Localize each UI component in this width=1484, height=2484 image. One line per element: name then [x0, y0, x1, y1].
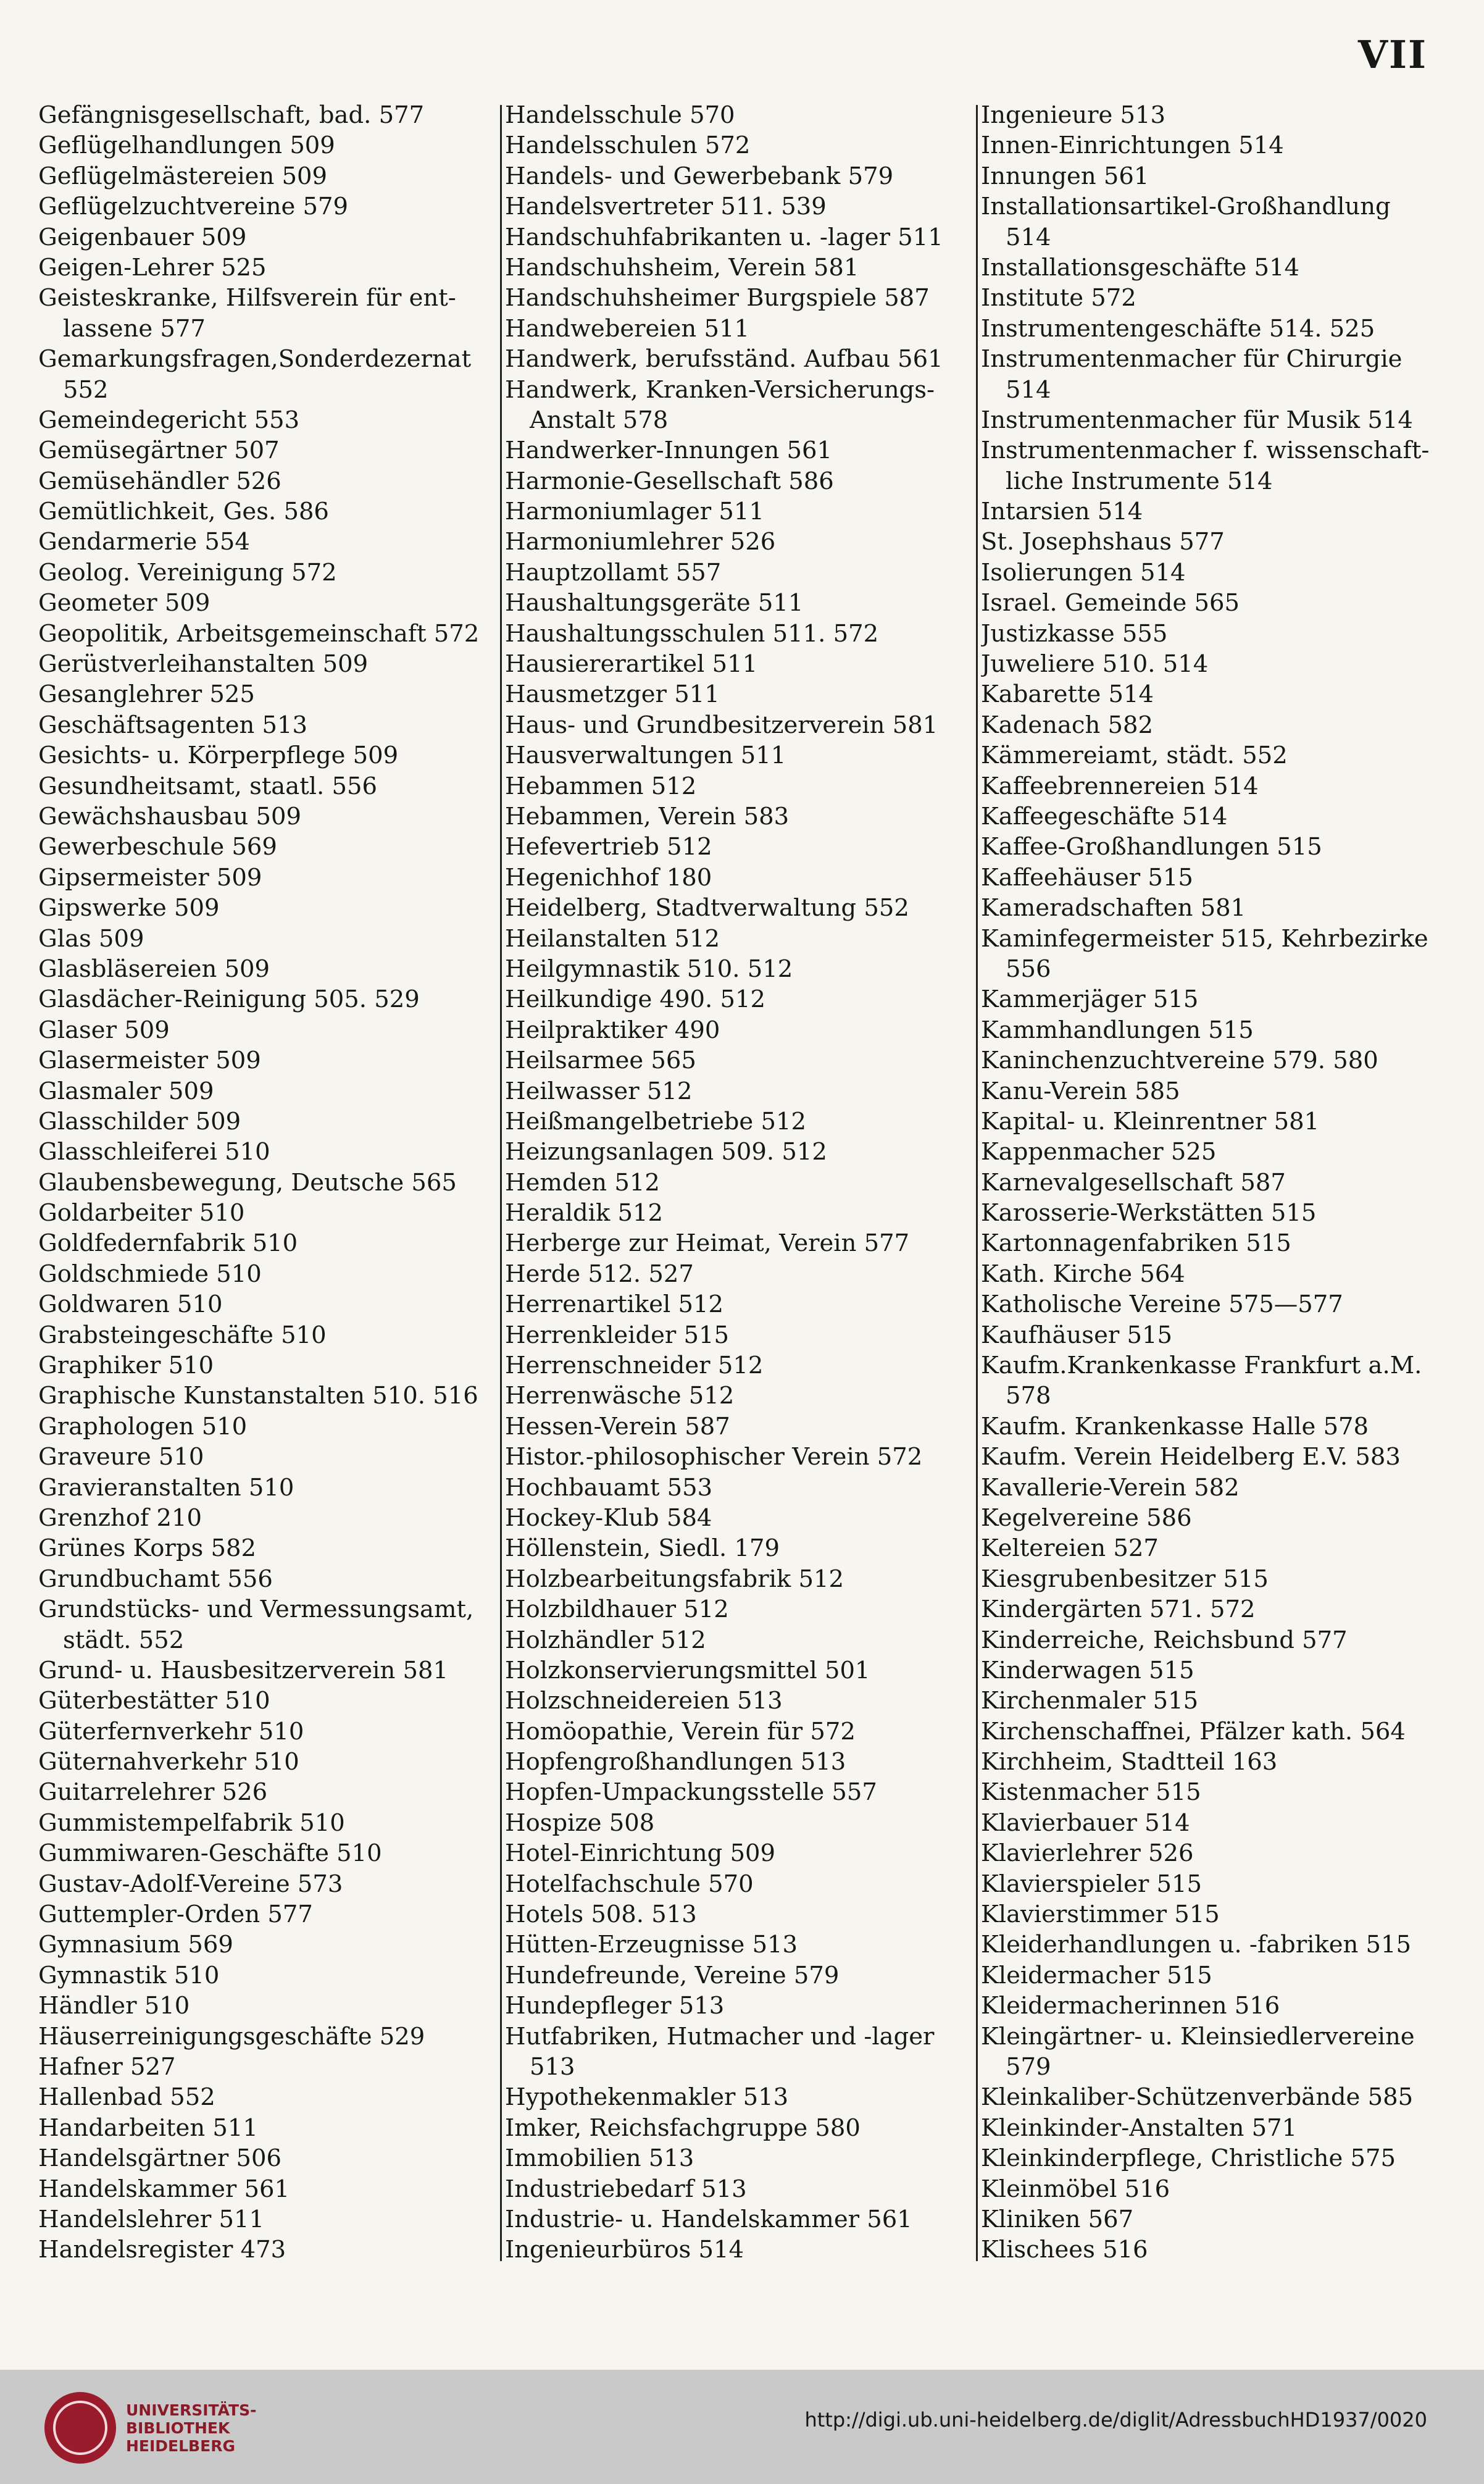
index-entry: Kaffeebrennereien 514	[981, 772, 1259, 800]
index-entry: Geschäftsagenten 513	[38, 711, 308, 739]
index-entry: Gendarmerie 554	[38, 528, 250, 556]
index-entry: Heilkundige 490. 512	[505, 985, 765, 1014]
index-entry: Innen-Einrichtungen 514	[981, 132, 1284, 160]
index-entry: Industriebedarf 513	[505, 2175, 747, 2203]
index-entry: Klavierstimmer 515	[981, 1901, 1220, 1929]
index-entry: 513	[530, 2053, 575, 2081]
index-entry: Gesanglehrer 525	[38, 680, 255, 709]
index-entry: Instrumentengeschäfte 514. 525	[981, 314, 1375, 343]
index-entry: Guttempler-Orden 577	[38, 1901, 313, 1929]
index-entry: Handelsschulen 572	[505, 132, 751, 160]
index-entry: Geflügelzuchtvereine 579	[38, 193, 349, 221]
index-entry: Herde 512. 527	[505, 1260, 694, 1288]
index-entry: Hotel-Einrichtung 509	[505, 1839, 776, 1868]
index-entry: Glasschilder 509	[38, 1107, 241, 1135]
index-entry: Handelsgärtner 506	[38, 2144, 282, 2173]
index-entry: Kleidermacherinnen 516	[981, 1992, 1280, 2020]
index-entry: Handels- und Gewerbebank 579	[505, 162, 894, 190]
index-entry: Graveure 510	[38, 1443, 204, 1471]
index-entry: Hessen-Verein 587	[505, 1412, 730, 1441]
index-entry: Hebammen, Verein 583	[505, 802, 790, 830]
index-entry: Güternahverkehr 510	[38, 1748, 299, 1776]
index-entry: Herberge zur Heimat, Verein 577	[505, 1229, 910, 1258]
index-entry: Kleingärtner- u. Kleinsiedlervereine	[981, 2022, 1415, 2051]
library-name-line: HEIDELBERG	[126, 2436, 235, 2455]
index-entry: Holzkonservierungsmittel 501	[505, 1656, 870, 1684]
index-entry: Grundbuchamt 556	[38, 1565, 273, 1593]
index-entry: liche Instrumente 514	[1006, 467, 1273, 495]
index-entry: Harmoniumlehrer 526	[505, 528, 776, 556]
index-entry: Klischees 516	[981, 2236, 1148, 2264]
index-entry: Klavierspieler 515	[981, 1870, 1203, 1898]
index-entry: Grünes Korps 582	[38, 1534, 256, 1563]
index-entry: Glas 509	[38, 924, 144, 953]
index-entry: Hafner 527	[38, 2053, 176, 2081]
index-entry: Kartonnagenfabriken 515	[981, 1229, 1291, 1258]
index-entry: Geigenbauer 509	[38, 223, 247, 251]
index-entry: Kinderreiche, Reichsbund 577	[981, 1626, 1348, 1654]
index-entry: Harmonie-Gesellschaft 586	[505, 467, 834, 495]
index-entry: Gymnasium 569	[38, 1931, 233, 1959]
index-entry: 514	[1006, 375, 1051, 404]
index-entry: Kaufhäuser 515	[981, 1321, 1172, 1349]
index-entry: Grund- u. Hausbesitzerverein 581	[38, 1656, 448, 1684]
column-divider	[976, 105, 978, 2261]
index-entry: Gemüsegärtner 507	[38, 437, 280, 465]
index-entry: Holzbildhauer 512	[505, 1595, 729, 1624]
library-name	[126, 2401, 256, 2455]
index-entry: Gummiwaren-Geschäfte 510	[38, 1839, 382, 1868]
index-entry: 556	[1006, 955, 1051, 983]
index-entry: Imker, Reichsfachgruppe 580	[505, 2114, 861, 2142]
index-entry: Glaser 509	[38, 1016, 170, 1044]
index-entry: Glaubensbewegung, Deutsche 565	[38, 1168, 457, 1197]
index-entry: Häuserreinigungsgeschäfte 529	[38, 2022, 425, 2051]
index-entry: Haushaltungsgeräte 511	[505, 589, 804, 617]
university-seal-icon	[44, 2392, 116, 2464]
index-entry: Klavierbauer 514	[981, 1809, 1190, 1837]
index-entry: Immobilien 513	[505, 2144, 694, 2173]
index-entry: Haus- und Grundbesitzerverein 581	[505, 711, 938, 739]
source-url-link[interactable]: http://digi.ub.uni-heidelberg.de/diglit/AdressbuchHD1937/0020	[804, 2408, 1427, 2432]
index-entry: Juweliere 510. 514	[981, 650, 1209, 679]
index-entry: Kleinkinderpflege, Christliche 575	[981, 2144, 1396, 2173]
index-entry: Kleinkaliber-Schützenverbände 585	[981, 2083, 1414, 2112]
index-entry: Hochbauamt 553	[505, 1473, 713, 1502]
index-entry: Klavierlehrer 526	[981, 1839, 1194, 1868]
index-entry: Installationsartikel-Großhandlung	[981, 193, 1391, 221]
column-divider	[500, 105, 502, 2261]
footer-bar	[0, 2370, 1484, 2484]
index-entry: Gewächshausbau 509	[38, 802, 301, 830]
index-entry: 514	[1006, 223, 1051, 251]
index-entry: Guitarrelehrer 526	[38, 1778, 268, 1807]
index-entry: Goldarbeiter 510	[38, 1199, 245, 1227]
index-entry: Kavallerie-Verein 582	[981, 1473, 1240, 1502]
index-entry: Handschuhsheim, Verein 581	[505, 253, 859, 282]
index-entry: Instrumentenmacher für Musik 514	[981, 406, 1413, 434]
index-entry: Gustav-Adolf-Vereine 573	[38, 1870, 343, 1898]
index-entry: Heilpraktiker 490	[505, 1016, 720, 1044]
index-entry: Güterfernverkehr 510	[38, 1717, 304, 1746]
index-entry: Kadenach 582	[981, 711, 1153, 739]
index-entry: Heizungsanlagen 509. 512	[505, 1138, 827, 1166]
index-entry: Gesundheitsamt, staatl. 556	[38, 772, 377, 800]
index-entry: Heilsarmee 565	[505, 1047, 696, 1075]
index-entry: Handelslehrer 511	[38, 2205, 265, 2233]
index-entry: Kaufm. Krankenkasse Halle 578	[981, 1412, 1369, 1441]
page-number: VII	[1357, 32, 1427, 77]
index-entry: Karosserie-Werkstätten 515	[981, 1199, 1317, 1227]
index-entry: Grabsteingeschäfte 510	[38, 1321, 327, 1349]
index-entry: Karnevalgesellschaft 587	[981, 1168, 1286, 1197]
index-entry: Hausverwaltungen 511	[505, 742, 786, 770]
index-entry: Gravieranstalten 510	[38, 1473, 294, 1502]
index-entry: Glasschleiferei 510	[38, 1138, 270, 1166]
index-entry: Glasdächer-Reinigung 505. 529	[38, 985, 420, 1014]
index-entry: Holzschneidereien 513	[505, 1687, 783, 1715]
index-entry: Kleinkinder-Anstalten 571	[981, 2114, 1298, 2142]
index-entry: Hausiererartikel 511	[505, 650, 758, 679]
index-entry: Graphische Kunstanstalten 510. 516	[38, 1382, 478, 1410]
index-entry: Kleidermacher 515	[981, 1961, 1212, 1989]
index-entry: Gemütlichkeit, Ges. 586	[38, 498, 329, 526]
index-entry: Kindergärten 571. 572	[981, 1595, 1256, 1624]
index-column-3	[981, 100, 1446, 2286]
index-entry: Isolierungen 514	[981, 558, 1186, 587]
index-entry: Höllenstein, Siedl. 179	[505, 1534, 780, 1563]
index-entry: Holzhändler 512	[505, 1626, 706, 1654]
index-entry: 579	[1006, 2053, 1051, 2081]
index-entry: Glasmaler 509	[38, 1077, 214, 1105]
index-columns	[38, 100, 1446, 2286]
index-entry: Kleinmöbel 516	[981, 2175, 1170, 2203]
index-entry: Hauptzollamt 557	[505, 558, 722, 587]
index-entry: Geolog. Vereinigung 572	[38, 558, 337, 587]
index-entry: Geflügelmästereien 509	[38, 162, 328, 190]
index-entry: Hemden 512	[505, 1168, 660, 1197]
index-entry: Kaffeegeschäfte 514	[981, 802, 1228, 830]
index-entry: Handelskammer 561	[38, 2175, 290, 2203]
index-entry: Kleiderhandlungen u. -fabriken 515	[981, 1931, 1412, 1959]
index-entry: Handwerk, berufsständ. Aufbau 561	[505, 345, 943, 374]
index-entry: 578	[1006, 1382, 1051, 1410]
index-entry: Goldwaren 510	[38, 1290, 223, 1319]
library-name-line: BIBLIOTHEK	[126, 2419, 230, 2437]
index-entry: Hefevertrieb 512	[505, 833, 712, 861]
index-entry: Goldschmiede 510	[38, 1260, 262, 1288]
index-entry: Holzbearbeitungsfabrik 512	[505, 1565, 844, 1593]
index-entry: Gummistempelfabrik 510	[38, 1809, 345, 1837]
index-entry: Homöopathie, Verein für 572	[505, 1717, 856, 1746]
index-entry: Heilgymnastik 510. 512	[505, 955, 793, 983]
index-entry: Glasbläsereien 509	[38, 955, 270, 983]
index-entry: Handwebereien 511	[505, 314, 749, 343]
index-entry: Handarbeiten 511	[38, 2114, 258, 2142]
index-entry: Gipswerke 509	[38, 894, 220, 922]
index-entry: städt. 552	[63, 1626, 185, 1654]
index-entry: Hotelfachschule 570	[505, 1870, 754, 1898]
index-entry: Kapital- u. Kleinrentner 581	[981, 1107, 1320, 1135]
index-entry: Hebammen 512	[505, 772, 697, 800]
index-entry: Institute 572	[981, 284, 1136, 312]
index-entry: Handschuhfabrikanten u. -lager 511	[505, 223, 943, 251]
index-entry: Kaufm. Verein Heidelberg E.V. 583	[981, 1443, 1401, 1471]
index-entry: Anstalt 578	[530, 406, 669, 434]
index-entry: Handelsvertreter 511. 539	[505, 193, 827, 221]
index-entry: Hopfen-Umpackungsstelle 557	[505, 1778, 877, 1807]
index-entry: Kaminfegermeister 515, Kehrbezirke	[981, 924, 1428, 953]
index-entry: Herrenartikel 512	[505, 1290, 724, 1319]
index-entry: Grenzhof 210	[38, 1503, 202, 1532]
index-entry: Handschuhsheimer Burgspiele 587	[505, 284, 930, 312]
index-entry: Gemarkungsfragen,Sonderdezernat	[38, 345, 472, 374]
index-entry: Kirchenschaffnei, Pfälzer kath. 564	[981, 1717, 1406, 1746]
index-entry: Gemeindegericht 553	[38, 406, 300, 434]
library-name-line: UNIVERSITÄTS-	[126, 2401, 257, 2419]
index-entry: Händler 510	[38, 1992, 190, 2020]
index-entry: Kabarette 514	[981, 680, 1154, 709]
index-entry: Kiesgrubenbesitzer 515	[981, 1565, 1269, 1593]
index-entry: Geigen-Lehrer 525	[38, 253, 267, 282]
index-entry: Ingenieurbüros 514	[505, 2236, 744, 2264]
index-entry: Hegenichhof 180	[505, 863, 712, 892]
index-entry: Gymnastik 510	[38, 1961, 220, 1989]
index-entry: Kaufm.Krankenkasse Frankfurt a.M.	[981, 1352, 1422, 1380]
index-entry: Gewerbeschule 569	[38, 833, 277, 861]
index-entry: Geometer 509	[38, 589, 211, 617]
index-entry: Kaffeehäuser 515	[981, 863, 1193, 892]
index-entry: Glasermeister 509	[38, 1047, 261, 1075]
index-entry: Israel. Gemeinde 565	[981, 589, 1240, 617]
index-column-1	[38, 100, 495, 2286]
index-entry: Intarsien 514	[981, 498, 1143, 526]
index-entry: Harmoniumlager 511	[505, 498, 764, 526]
index-entry: Kirchenmaler 515	[981, 1687, 1199, 1715]
index-entry: Graphologen 510	[38, 1412, 248, 1441]
index-entry: Hockey-Klub 584	[505, 1503, 712, 1532]
index-entry: Hypothekenmakler 513	[505, 2083, 789, 2112]
index-entry: Herrenwäsche 512	[505, 1382, 735, 1410]
index-entry: Geisteskranke, Hilfsverein für ent-	[38, 284, 456, 312]
index-entry: Kirchheim, Stadtteil 163	[981, 1748, 1278, 1776]
index-column-2	[505, 100, 971, 2286]
index-entry: Hopfengroßhandlungen 513	[505, 1748, 846, 1776]
index-entry: Kegelvereine 586	[981, 1503, 1192, 1532]
index-entry: Hotels 508. 513	[505, 1901, 697, 1929]
index-entry: Kanu-Verein 585	[981, 1077, 1180, 1105]
index-entry: Heißmangelbetriebe 512	[505, 1107, 806, 1135]
index-entry: Kinderwagen 515	[981, 1656, 1194, 1684]
index-entry: Hospize 508	[505, 1809, 655, 1837]
index-entry: Installationsgeschäfte 514	[981, 253, 1300, 282]
index-entry: Geopolitik, Arbeitsgemeinschaft 572	[38, 619, 480, 648]
index-entry: Herrenkleider 515	[505, 1321, 730, 1349]
index-entry: Goldfedernfabrik 510	[38, 1229, 298, 1258]
index-entry: Hundefreunde, Vereine 579	[505, 1961, 840, 1989]
index-entry: Kammerjäger 515	[981, 985, 1199, 1014]
index-entry: Kameradschaften 581	[981, 894, 1246, 922]
index-entry: Hallenbad 552	[38, 2083, 215, 2112]
index-entry: Heraldik 512	[505, 1199, 664, 1227]
index-entry: Katholische Vereine 575—577	[981, 1290, 1343, 1319]
index-entry: Heilwasser 512	[505, 1077, 693, 1105]
index-entry: Justizkasse 555	[981, 619, 1168, 648]
index-entry: Gipsermeister 509	[38, 863, 262, 892]
index-entry: Heilanstalten 512	[505, 924, 720, 953]
index-entry: Haushaltungsschulen 511. 572	[505, 619, 879, 648]
index-entry: Handelsregister 473	[38, 2236, 286, 2264]
index-entry: St. Josephshaus 577	[981, 528, 1225, 556]
index-entry: Geflügelhandlungen 509	[38, 132, 335, 160]
index-entry: Güterbestätter 510	[38, 1687, 270, 1715]
index-entry: Kaffee-Großhandlungen 515	[981, 833, 1322, 861]
index-entry: 552	[63, 375, 109, 404]
index-entry: Instrumentenmacher f. wissenschaft-	[981, 437, 1430, 465]
index-entry: Kath. Kirche 564	[981, 1260, 1185, 1288]
index-entry: Handwerk, Kranken-Versicherungs-	[505, 375, 935, 404]
index-entry: Industrie- u. Handelskammer 561	[505, 2205, 912, 2233]
index-entry: Kammhandlungen 515	[981, 1016, 1254, 1044]
index-entry: Hundepfleger 513	[505, 1992, 725, 2020]
index-entry: Hausmetzger 511	[505, 680, 720, 709]
index-entry: Kliniken 567	[981, 2205, 1134, 2233]
index-entry: Innungen 561	[981, 162, 1149, 190]
index-entry: Kämmereiamt, städt. 552	[981, 742, 1288, 770]
index-entry: Gemüsehändler 526	[38, 467, 281, 495]
index-entry: Graphiker 510	[38, 1352, 214, 1380]
index-entry: Gesichts- u. Körperpflege 509	[38, 742, 399, 770]
index-entry: Grundstücks- und Vermessungsamt,	[38, 1595, 474, 1624]
library-logo[interactable]	[44, 2392, 256, 2464]
index-entry: Handelsschule 570	[505, 101, 735, 129]
index-entry: Handwerker-Innungen 561	[505, 437, 832, 465]
index-entry: Instrumentenmacher für Chirurgie	[981, 345, 1403, 374]
index-entry: Kaninchenzuchtvereine 579. 580	[981, 1047, 1378, 1075]
index-entry: Herrenschneider 512	[505, 1352, 764, 1380]
index-entry: Keltereien 527	[981, 1534, 1159, 1563]
index-entry: Hutfabriken, Hutmacher und -lager	[505, 2022, 935, 2051]
index-entry: Hütten-Erzeugnisse 513	[505, 1931, 798, 1959]
index-entry: lassene 577	[63, 314, 206, 343]
index-entry: Heidelberg, Stadtverwaltung 552	[505, 894, 909, 922]
index-entry: Gerüstverleihanstalten 509	[38, 650, 369, 679]
index-entry: Kistenmacher 515	[981, 1778, 1201, 1807]
index-entry: Histor.-philosophischer Verein 572	[505, 1443, 923, 1471]
index-entry: Gefängnisgesellschaft, bad. 577	[38, 101, 425, 129]
index-entry: Ingenieure 513	[981, 101, 1166, 129]
index-entry: Kappenmacher 525	[981, 1138, 1217, 1166]
